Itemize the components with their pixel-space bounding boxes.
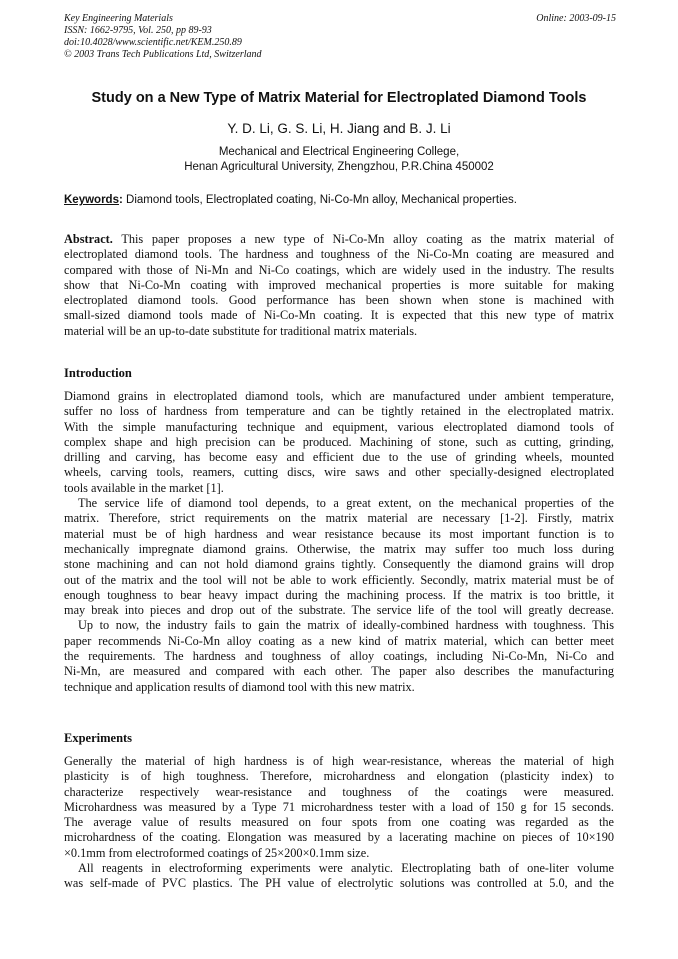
paragraph-line: paper recommends Ni-Co-Mn alloy coating as a new kind of matrix material, which can better meet — [64, 633, 614, 648]
abstract-line: Abstract. This paper proposes a new type of Ni-Co-Mn alloy coating as the matrix material of — [64, 232, 614, 246]
abstract — [64, 232, 614, 339]
abstract-line: electroplated diamond tools. The hardness and toughness of the Ni-Co-Mn coating are measured and — [64, 247, 614, 262]
paragraph-line: Microhardness was measured by a Type 71 microhardness tester with a load of 150 g for 15 seconds. — [64, 799, 614, 814]
online-date: Online: 2003-09-15 — [536, 13, 616, 24]
paragraph-line: suffer no loss of hardness from temperature and can be tightly retained in the electroplated matrix. — [64, 404, 614, 419]
paragraph-line: Ni-Mn, are measured and compared with each other. The paper also describes the manufacturing — [64, 664, 614, 679]
paragraph-line: may break into pieces and drop out of the substrate. The service life of the tool will greatly decrease. — [64, 603, 614, 618]
paragraph-line: All reagents in electroforming experiments were analytic. Electroplating bath of one-liter volume — [78, 861, 614, 876]
paragraph-line: stone machining and can not hold diamond grains tightly. Consequently the diamond grains will drop — [64, 557, 614, 572]
copyright-line: © 2003 Trans Tech Publications Ltd, Switzerland — [64, 49, 262, 60]
paragraph-line: drilling and carving, has become easy and efficient due to the use of grinding wheels, mounted — [64, 450, 614, 465]
paragraph-line: ×0.1mm from electroformed coatings of 25×200×0.1mm size. — [64, 845, 370, 860]
experiments-body — [64, 754, 614, 892]
affiliation-line-1: Mechanical and Electrical Engineering College, — [218, 146, 460, 158]
introduction-body — [64, 389, 614, 695]
abstract-line: material will be an up-to-date substitute for traditional matrix materials. — [64, 323, 418, 338]
keywords — [64, 194, 616, 206]
journal-name: Key Engineering Materials — [64, 13, 173, 24]
authors: Y. D. Li, G. S. Li, H. Jiang and B. J. Li — [227, 121, 451, 136]
keywords-label: Keywords — [64, 194, 119, 206]
paragraph-line: microhardness of the coating. Elongation was measured by a lacerating machine on pieces of 10×190 — [64, 830, 614, 845]
paragraph-line: plasticity is of high toughness. Therefore, microhardness and elongation (plasticity index) to — [64, 769, 614, 784]
affiliation — [40, 145, 638, 175]
issn-line: ISSN: 1662-9795, Vol. 250, pp 89-93 — [64, 25, 212, 36]
paper-title: Study on a New Type of Matrix Material for Electroplated Diamond Tools — [91, 90, 587, 106]
keywords-colon: : — [118, 194, 123, 206]
paragraph-line: matrix. Therefore, strict requirements on the matrix material are necessary [1-2]. Firstly, matrix — [64, 511, 614, 526]
paragraph-line: Up to now, the industry fails to gain the matrix of ideally-combined hardness with toughness. This — [78, 618, 614, 633]
abstract-label: Abstract. — [64, 232, 113, 246]
paragraph-line: technique and application results of diamond tool with this new matrix. — [64, 679, 415, 694]
keywords-text: Diamond tools, Electroplated coating, Ni-Co-Mn alloy, Mechanical properties. — [122, 194, 517, 206]
paragraph-line: out of the matrix and the tool will not be able to work efficiently. Secondly, matrix material must be of — [64, 572, 614, 587]
abstract-line: small-sized diamond tools made of Ni-Co-Mn coating. It is expected that this new type of matrix — [64, 308, 614, 323]
paragraph-line: the requirements. The hardness and toughness of alloy coatings, including Ni-Co-Mn, Ni-Co and — [64, 649, 614, 664]
abstract-line: show that Ni-Co-Mn coating with improved mechanical properties is more suitable for making — [64, 277, 614, 292]
paragraph-line: complex shape and high precision can be produced. Machining of stone, such as cutting, grinding, — [64, 434, 614, 449]
section-heading-experiments: Experiments — [64, 731, 133, 745]
paragraph-line: mechanically impregnate diamond grains. Otherwise, the matrix may suffer too much loss during — [64, 541, 614, 556]
paragraph-line: The average value of results measured on four spots from one coating was regarded as the — [64, 815, 614, 830]
paragraph-line: enough toughness to bear heavy impact during the machining process. If the matrix is too brittle, it — [64, 587, 614, 602]
paragraph-line: wheels, carving tools, reamers, cutting discs, wire saws and other specially-designed electroplated — [64, 465, 614, 480]
paragraph-line: The service life of diamond tool depends, to a great extent, on the mechanical properties of the — [78, 496, 614, 511]
journal-header — [64, 13, 616, 61]
paragraph-line: characterize respectively wear-resistance and toughness of the coatings were measured. — [64, 784, 614, 799]
paragraph-line: With the simple manufacturing technique and equipment, various electroplated diamond tools of — [64, 419, 614, 434]
paragraph-line: material must be of high hardness and wear resistance because its most important function is to — [64, 526, 614, 541]
section-heading-introduction: Introduction — [64, 366, 132, 380]
paragraph-line: tools available in the market [1]. — [64, 480, 224, 495]
affiliation-line-2: Henan Agricultural University, Zhengzhou, P.R.China 450002 — [184, 161, 494, 173]
paragraph-line: Diamond grains in electroplated diamond tools, which are manufactured under ambient temperature, — [64, 389, 614, 403]
paragraph-line: Generally the material of high hardness is of high wear-resistance, whereas the material of high — [64, 754, 614, 768]
abstract-line: electroplated diamond tools. Good performance has been shown when stone is machined with — [64, 293, 614, 308]
doi-line[interactable]: doi:10.4028/www.scientific.net/KEM.250.89 — [64, 37, 242, 48]
abstract-line: compared with those of Ni-Mn and Ni-Co coatings, which are widely used in the industry. The results — [64, 262, 614, 277]
paragraph-line: was self-made of PVC plastics. The PH value of electrolytic solutions was controlled at 5.0, and the — [64, 876, 614, 891]
